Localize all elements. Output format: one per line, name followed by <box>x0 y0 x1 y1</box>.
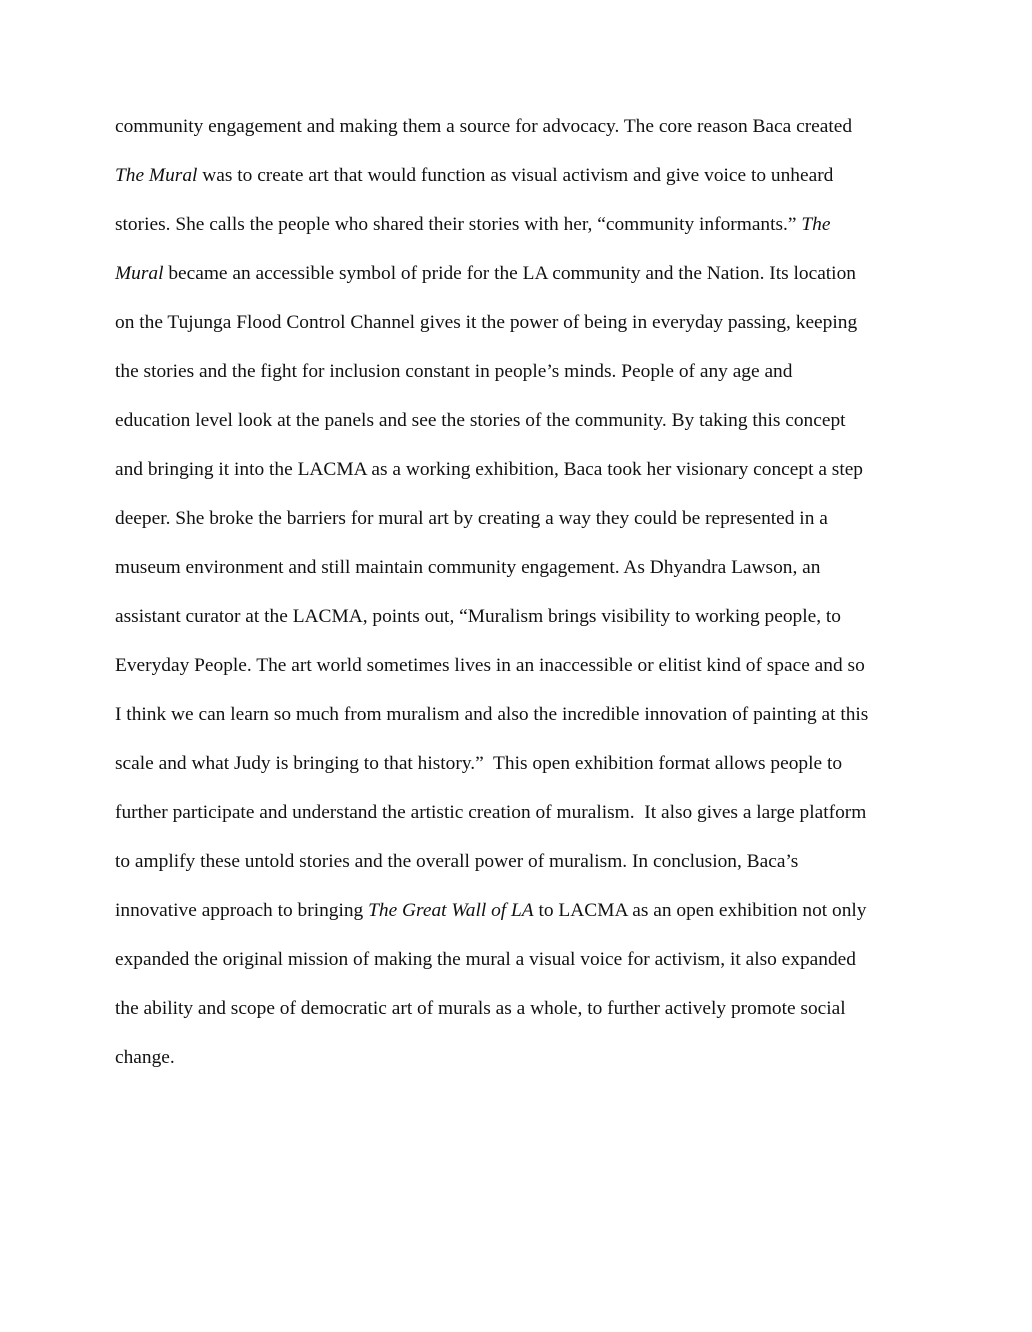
text-segment: the stories and the fight for inclusion constant in people’s minds. People of any age and <box>115 361 793 382</box>
text-line <box>115 158 955 207</box>
text-line <box>115 550 955 599</box>
text-segment: museum environment and still maintain community engagement. As Dhyandra Lawson, an <box>115 557 821 578</box>
text-line <box>115 844 955 893</box>
body-paragraph <box>115 109 955 1089</box>
text-segment: Everyday People. The art world sometimes lives in an inaccessible or elitist kind of space and so <box>115 655 865 676</box>
italic-title-text: The Great Wall of LA <box>368 900 534 921</box>
italic-title-text: The <box>801 214 831 235</box>
italic-title-text: Mural <box>115 263 164 284</box>
text-segment: stories. She calls the people who shared their stories with her, “community informants.” <box>115 214 802 235</box>
text-segment: education level look at the panels and see the stories of the community. By taking this concept <box>115 410 846 431</box>
text-line <box>115 648 955 697</box>
text-line <box>115 403 955 452</box>
text-line <box>115 795 955 844</box>
text-segment: scale and what Judy is bringing to that history.” This open exhibition format allows people to <box>115 753 843 774</box>
text-segment: change. <box>115 1047 175 1068</box>
text-segment: became an accessible symbol of pride for the LA community and the Nation. Its location <box>163 263 856 284</box>
text-line <box>115 1040 955 1089</box>
text-segment: I think we can learn so much from muralism and also the incredible innovation of painting at this <box>115 704 869 725</box>
text-line <box>115 109 955 158</box>
text-segment: innovative approach to bringing <box>115 900 369 921</box>
text-segment: to amplify these untold stories and the overall power of muralism. In conclusion, Baca’s <box>115 851 799 872</box>
text-segment: and bringing it into the LACMA as a working exhibition, Baca took her visionary concept a step <box>115 459 864 480</box>
text-line <box>115 697 955 746</box>
text-segment: community engagement and making them a source for advocacy. The core reason Baca created <box>115 116 853 137</box>
text-segment: was to create art that would function as visual activism and give voice to unheard <box>197 165 834 186</box>
text-segment: expanded the original mission of making the mural a visual voice for activism, it also expanded <box>115 949 856 970</box>
text-line <box>115 942 955 991</box>
text-line <box>115 746 955 795</box>
text-line <box>115 452 955 501</box>
text-line <box>115 207 955 256</box>
italic-title-text: The Mural <box>115 165 198 186</box>
text-segment: deeper. She broke the barriers for mural art by creating a way they could be represented in a <box>115 508 828 529</box>
text-line <box>115 256 955 305</box>
text-line <box>115 305 955 354</box>
text-line <box>115 501 955 550</box>
text-line <box>115 599 955 648</box>
text-segment: the ability and scope of democratic art of murals as a whole, to further actively promote social <box>115 998 846 1019</box>
text-segment: to LACMA as an open exhibition not only <box>533 900 867 921</box>
text-segment: further participate and understand the artistic creation of muralism. It also gives a large platform <box>115 802 867 823</box>
text-line <box>115 991 955 1040</box>
text-segment: assistant curator at the LACMA, points out, “Muralism brings visibility to working people, to <box>115 606 841 627</box>
text-segment: on the Tujunga Flood Control Channel gives it the power of being in everyday passing, keeping <box>115 312 858 333</box>
text-line <box>115 354 955 403</box>
text-line <box>115 893 955 942</box>
